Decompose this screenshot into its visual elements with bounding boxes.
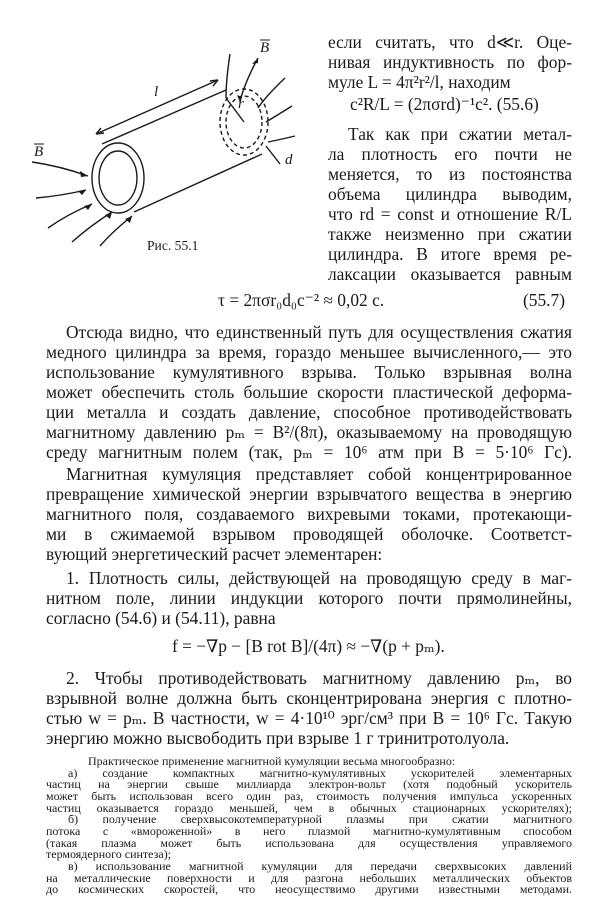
- item2-line: взрывной волне должна быть сконцентрирована энергия с плотно-: [46, 688, 572, 708]
- right-col-line: ла плотность его почти не: [328, 144, 572, 164]
- field-line: [226, 54, 230, 98]
- equation-number-55-7: (55.7): [523, 290, 566, 310]
- small-line: частиц оказывается гораздо меньшей, чем в обычных стационарных ускорителях);: [46, 800, 572, 815]
- right-col-line: цилиндра. В итоге время ре-: [328, 244, 572, 264]
- right-col-line: Так как при сжатии метал-: [348, 124, 572, 144]
- field-line: [32, 162, 88, 176]
- label-b-left: B: [34, 144, 44, 160]
- right-col-line: также неизменно при сжатии: [328, 224, 572, 244]
- small-line: частиц на энергии свыше миллиарда электрон-вольт (хотя подобный ускоритель: [46, 777, 572, 792]
- para-line: превращение химической энергии взрывчатого вещества в энергию: [46, 484, 572, 504]
- para-line: Магнитная кумуляция представляет собой концентрированное: [66, 464, 572, 484]
- small-line: на металлические поверхности и для разгона небольших металлических объектов: [46, 870, 572, 885]
- cylinder-figure: [30, 36, 310, 248]
- para-line: может обеспечить столь большие скорости пластической деформа-: [46, 382, 572, 402]
- small-line: потока с «вмороженной» в него плазмой магнитно-кумулятивным способом: [46, 824, 572, 838]
- label-d: d: [285, 152, 293, 168]
- equation-55-7: τ = 2πσr₀d₀c⁻² ≈ 0,02 с.: [218, 290, 385, 310]
- small-line: может быть использован всего один раз, стоимость получения импульса ускоренных: [46, 789, 572, 803]
- figure-caption: Рис. 55.1: [147, 238, 199, 253]
- item2-line: 2. Чтобы противодействовать магнитному давлению pₘ, во: [66, 668, 572, 688]
- item1-line: нитном поле, линии индукции которого почти прямолинейны,: [46, 588, 572, 608]
- cylinder-front-inner: [99, 151, 137, 205]
- para-line: магнитного поля, создаваемого вихревыми токами, протекающи-: [46, 504, 572, 524]
- item1-line: 1. Плотность силы, действующей на проводящую среду в маг-: [66, 568, 572, 588]
- para-line: ции металла и создать давление, способное противодействовать: [46, 402, 572, 422]
- cylinder-edge-bottom: [134, 154, 262, 212]
- small-line: в) использование магнитной кумуляции для передачи сверхвысоких давлений: [68, 859, 572, 873]
- field-line: [72, 212, 112, 242]
- para-line: медного цилиндра за время, гораздо меньшее вычисленного,— это: [46, 342, 572, 362]
- field-line: [48, 204, 92, 228]
- field-line: [266, 106, 292, 122]
- small-line: а) создание компактных магнитно-кумулятивных ускорителей элементарных: [68, 765, 572, 780]
- right-col-line: лаксации оказывается равным: [328, 264, 572, 284]
- label-b-top: B: [260, 40, 270, 56]
- field-line: [258, 78, 285, 108]
- small-line: Практическое применение магнитной кумуляции весьма многообразно:: [88, 754, 456, 768]
- right-col-line: что rd = const и отношение R/L: [328, 204, 572, 224]
- label-l: l: [154, 84, 159, 100]
- right-col-line: объема цилиндра выводим,: [328, 184, 572, 204]
- item2-line: энергию можно высвободить при взрыве 1 г тринитротолуола.: [46, 728, 510, 748]
- para-line: ми в сжимаемой взрывом проводящей оболочке. Соответст-: [46, 524, 572, 544]
- equation-55-6: c²R/L = (2πσrd)⁻¹c². (55.6): [350, 94, 539, 114]
- para-line: использование кумулятивного взрыва. Только взрывная волна: [46, 362, 572, 382]
- small-line: (такая плазма может быть использована для осуществления управляемого: [46, 835, 572, 850]
- para-line: магнитному давлению pₘ = B²/(8π), оказываемому на проводящую: [46, 422, 572, 442]
- para-line: среду магнитным полем (так, pₘ = 10⁶ атм при B = 5·10⁶ Гс).: [46, 442, 572, 462]
- small-line: до космических скоростей, что неосуществимо другими известными методами.: [46, 882, 572, 897]
- right-col-line: меняется, то из постоянства: [328, 164, 572, 184]
- label-r: r: [238, 96, 244, 112]
- right-col-line: если считать, что d≪r. Оце-: [328, 32, 572, 52]
- right-col-line: муле L = 4π²r²/l, находим: [328, 72, 511, 92]
- para-line: вующий энергетический расчет элементарен:: [46, 544, 383, 564]
- cylinder-front-outer: [92, 143, 144, 213]
- thickness-line: [266, 146, 280, 164]
- field-line: [268, 136, 295, 142]
- item2-line: стью w = pₘ. В частности, w = 4·10¹⁰ эрг/см³ при B = 10⁶ Гс. Такую: [46, 708, 572, 728]
- equation-force: f = −∇p − [B rot B]/(4π) ≈ −∇(p + pₘ).: [172, 636, 445, 656]
- para-line: Отсюда видно, что единственный путь для осуществления сжатия: [66, 322, 572, 342]
- item1-line: согласно (54.6) и (54.11), равна: [46, 608, 276, 628]
- small-line: термоядерного синтеза);: [46, 847, 172, 862]
- cylinder-edge-top: [102, 90, 226, 144]
- small-line: б) получение сверхвысокотемпературной плазмы при сжатии магнитного: [68, 812, 572, 827]
- right-col-line: нивая индуктивность по фор-: [328, 52, 572, 72]
